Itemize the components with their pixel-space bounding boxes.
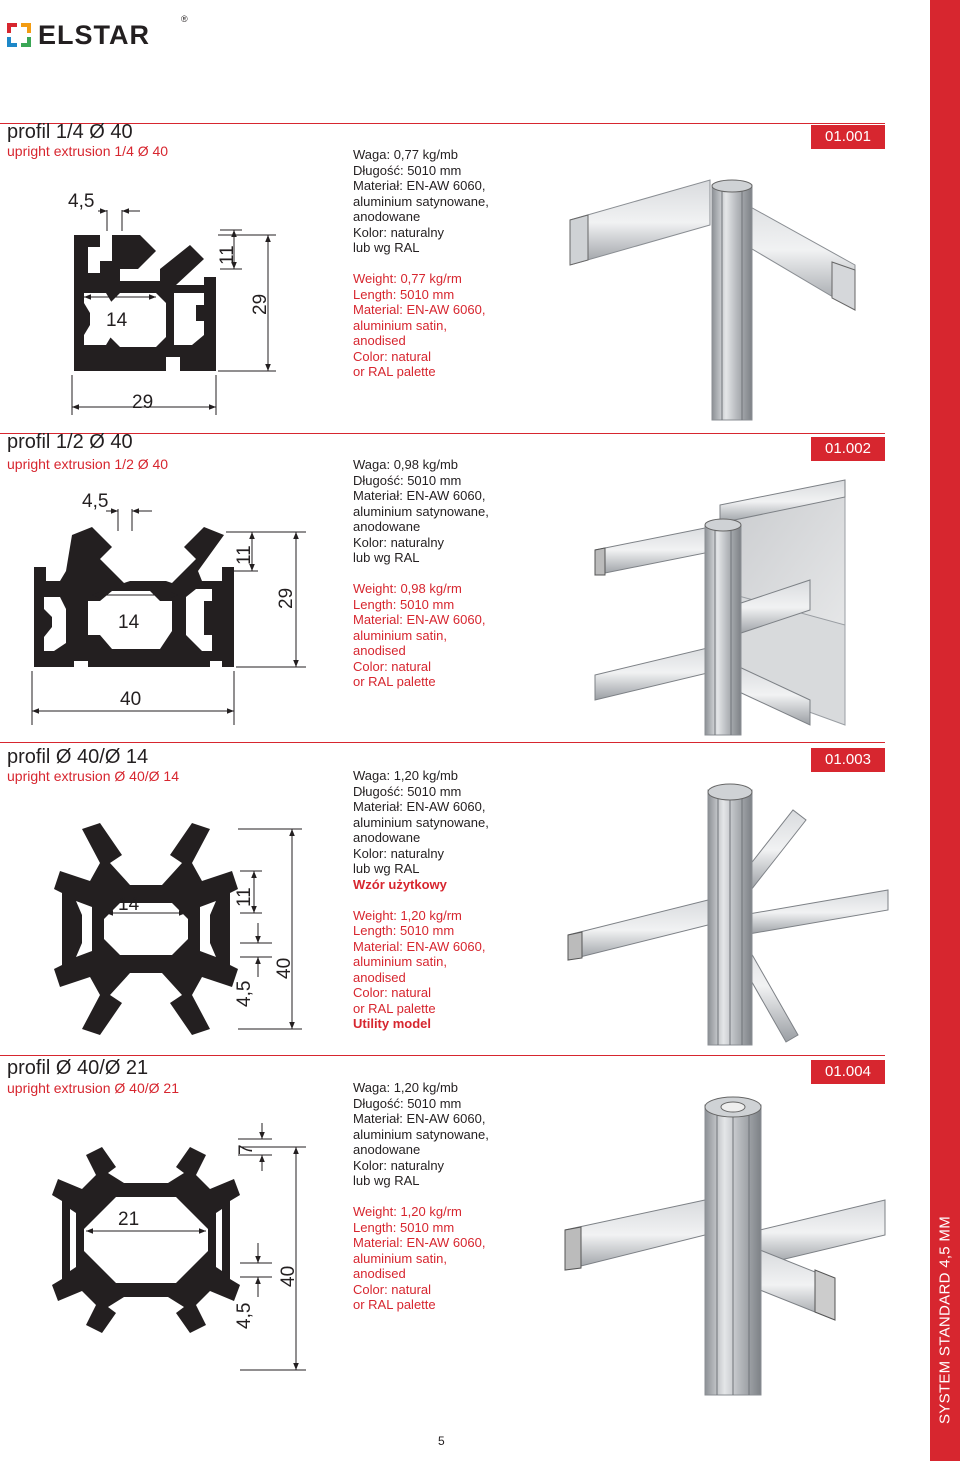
spec-weight-en: Weight: 1,20 kg/rm xyxy=(353,907,462,923)
spec-weight-en: Weight: 1,20 kg/rm xyxy=(353,1204,462,1219)
spec-anodising-pl: anodowane xyxy=(353,1142,421,1157)
spec-weight-pl: Waga: 1,20 kg/mb xyxy=(353,1080,459,1095)
dim-depth-label: 11 xyxy=(217,245,238,265)
brand-name: ELSTAR xyxy=(38,19,150,50)
spec-finish-pl: aluminium satynowane, xyxy=(353,193,489,209)
product-code-badge: 01.001 xyxy=(811,125,885,149)
product-section-01-001 xyxy=(0,0,930,420)
dim-depth-label: 11 xyxy=(234,545,255,565)
spec-anodising-pl: anodowane xyxy=(353,209,421,224)
product-code-badge: 01.002 xyxy=(811,437,885,461)
dim-inner-label: 14 xyxy=(118,894,140,915)
product-code-badge: 01.003 xyxy=(811,748,885,772)
dim-slot-label: 4,5 xyxy=(234,980,255,1007)
spec-ral-pl: lub wg RAL xyxy=(353,1173,420,1188)
profile-drawing xyxy=(26,485,316,725)
profile-drawing xyxy=(60,185,290,415)
spec-material-pl: Materiał: EN-AW 6060, xyxy=(353,488,486,503)
product-photo xyxy=(570,170,870,420)
spec-length-pl: Długość: 5010 mm xyxy=(353,783,462,799)
spec-block xyxy=(353,1080,489,1313)
product-code-badge: 01.004 xyxy=(811,1060,885,1084)
spec-material-pl: Materiał: EN-AW 6060, xyxy=(353,1111,486,1126)
product-title: profil Ø 40/Ø 21 xyxy=(7,1057,149,1079)
spec-color-en: Color: natural xyxy=(353,1281,432,1297)
spec-finish-pl: aluminium satynowane, xyxy=(353,1126,489,1142)
spec-block xyxy=(353,457,489,690)
spec-block xyxy=(353,147,489,380)
dim-inner-label: 14 xyxy=(118,612,140,633)
spec-material-en: Material: EN-AW 6060, xyxy=(353,938,486,954)
product-subtitle: upright extrusion Ø 40/Ø 21 xyxy=(7,1080,179,1096)
spec-material-pl: Materiał: EN-AW 6060, xyxy=(353,178,486,193)
spec-material-en: Material: EN-AW 6060, xyxy=(353,1235,486,1250)
dim-width-label: 29 xyxy=(132,392,154,413)
spec-ral-pl: lub wg RAL xyxy=(353,240,420,255)
spec-utility-model-en: Utility model xyxy=(353,1016,432,1031)
spec-length-en: Length: 5010 mm xyxy=(353,596,455,612)
product-title: profil 1/2 Ø 40 xyxy=(7,431,133,453)
spec-ral-pl: lub wg RAL xyxy=(353,550,420,565)
spec-finish-en: aluminium satin, xyxy=(353,1250,447,1266)
spec-anodising-en: anodised xyxy=(353,969,406,985)
section-divider xyxy=(0,433,885,434)
dim-depth-label: 7 xyxy=(236,1144,257,1155)
spec-ral-en: or RAL palette xyxy=(353,1000,436,1016)
registered-mark: ® xyxy=(181,14,188,24)
spec-weight-en: Weight: 0,98 kg/rm xyxy=(353,581,462,596)
spec-finish-en: aluminium satin, xyxy=(353,954,447,969)
spec-ral-en: or RAL palette xyxy=(353,674,436,689)
section-divider xyxy=(0,123,885,124)
dim-inner-label: 21 xyxy=(118,1209,140,1230)
dim-height-label: 29 xyxy=(276,587,297,609)
product-section-01-004 xyxy=(0,1055,930,1435)
spec-length-en: Length: 5010 mm xyxy=(353,923,455,938)
spec-material-en: Material: EN-AW 6060, xyxy=(353,302,486,317)
spec-finish-pl: aluminium satynowane, xyxy=(353,503,489,519)
spec-weight-en: Weight: 0,77 kg/rm xyxy=(353,271,462,286)
spec-anodising-en: anodised xyxy=(353,333,406,348)
page-number: 5 xyxy=(438,1434,445,1448)
spec-finish-pl: aluminium satynowane, xyxy=(353,814,489,830)
profile-drawing xyxy=(26,1115,316,1380)
product-subtitle: upright extrusion Ø 40/Ø 14 xyxy=(7,768,179,784)
side-bar-label: SYSTEM STANDARD 4,5 MM xyxy=(936,1215,954,1425)
spec-finish-en: aluminium satin, xyxy=(353,317,447,333)
spec-material-pl: Materiał: EN-AW 6060, xyxy=(353,799,486,814)
dim-slot-label: 4,5 xyxy=(234,1302,255,1329)
spec-block xyxy=(353,768,489,1032)
spec-length-pl: Długość: 5010 mm xyxy=(353,162,462,178)
product-title: profil Ø 40/Ø 14 xyxy=(7,746,149,768)
spec-material-en: Material: EN-AW 6060, xyxy=(353,612,486,627)
spec-color-en: Color: natural xyxy=(353,658,432,674)
product-photo xyxy=(568,780,888,1050)
spec-anodising-en: anodised xyxy=(353,643,406,658)
dim-inner-label: 14 xyxy=(106,310,128,331)
spec-color-en: Color: natural xyxy=(353,348,432,364)
spec-length-pl: Długość: 5010 mm xyxy=(353,472,462,488)
spec-anodising-pl: anodowane xyxy=(353,830,421,845)
spec-color-pl: Kolor: naturalny xyxy=(353,845,445,861)
profile-drawing xyxy=(26,815,316,1050)
product-section-01-003 xyxy=(0,740,930,1055)
spec-weight-pl: Waga: 1,20 kg/mb xyxy=(353,768,459,783)
dim-depth-label: 11 xyxy=(234,887,255,907)
spec-anodising-pl: anodowane xyxy=(353,519,421,534)
spec-ral-en: or RAL palette xyxy=(353,364,436,379)
spec-color-pl: Kolor: naturalny xyxy=(353,224,445,240)
spec-anodising-en: anodised xyxy=(353,1266,406,1281)
section-divider xyxy=(0,1055,885,1056)
spec-utility-model-pl: Wzór użytkowy xyxy=(353,876,447,892)
dim-height-label: 29 xyxy=(250,293,271,315)
spec-color-pl: Kolor: naturalny xyxy=(353,534,445,550)
spec-finish-en: aluminium satin, xyxy=(353,627,447,643)
product-section-01-002 xyxy=(0,420,930,740)
product-photo xyxy=(565,1090,890,1395)
spec-color-pl: Kolor: naturalny xyxy=(353,1157,445,1173)
spec-ral-en: or RAL palette xyxy=(353,1297,436,1312)
spec-ral-pl: lub wg RAL xyxy=(353,861,420,876)
dim-height-label: 40 xyxy=(274,957,295,979)
dim-height-label: 40 xyxy=(278,1265,299,1287)
dim-slot-label: 4,5 xyxy=(82,491,109,512)
spec-length-pl: Długość: 5010 mm xyxy=(353,1095,462,1111)
product-title: profil 1/4 Ø 40 xyxy=(7,121,133,143)
dim-width-label: 40 xyxy=(120,689,142,710)
product-subtitle: upright extrusion 1/4 Ø 40 xyxy=(7,143,169,159)
spec-length-en: Length: 5010 mm xyxy=(353,286,455,302)
spec-weight-pl: Waga: 0,77 kg/mb xyxy=(353,147,459,162)
dim-slot-label: 4,5 xyxy=(68,191,95,212)
spec-weight-pl: Waga: 0,98 kg/mb xyxy=(353,457,459,472)
spec-color-en: Color: natural xyxy=(353,985,432,1000)
product-photo xyxy=(585,475,885,735)
product-subtitle: upright extrusion 1/2 Ø 40 xyxy=(7,456,169,472)
spec-length-en: Length: 5010 mm xyxy=(353,1219,455,1235)
section-divider xyxy=(0,742,885,743)
